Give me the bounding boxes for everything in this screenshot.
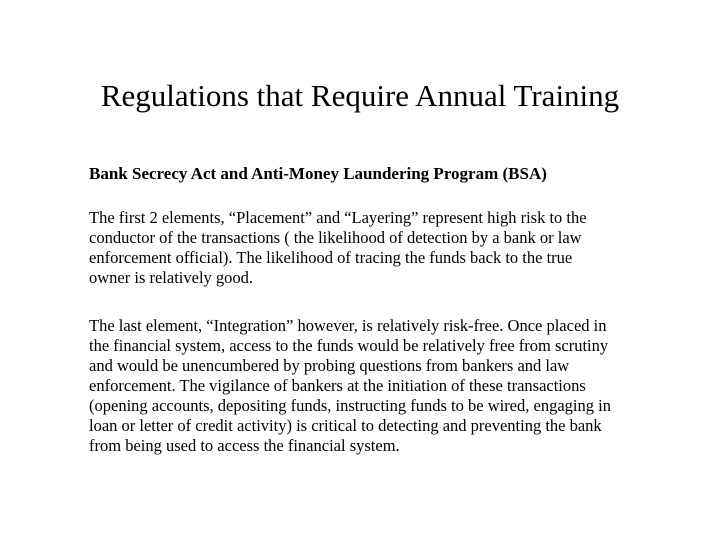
paragraph-line: and would be unencumbered by probing questions from bankers and law <box>89 356 570 375</box>
paragraph-placement-layering <box>89 208 669 288</box>
paragraph-line: conductor of the transactions ( the likelihood of detection by a bank or law <box>89 228 582 247</box>
paragraph-line: owner is relatively good. <box>89 268 254 287</box>
paragraph-line: enforcement. The vigilance of bankers at the initiation of these transactions <box>89 376 586 395</box>
paragraph-line: (opening accounts, depositing funds, instructing funds to be wired, engaging in <box>89 396 611 415</box>
slide-title: Regulations that Require Annual Training <box>100 78 620 113</box>
section-heading: Bank Secrecy Act and Anti-Money Laundering Program (BSA) <box>89 164 547 183</box>
paragraph-line: The last element, “Integration” however, is relatively risk-free. Once placed in <box>89 316 607 335</box>
paragraph-line: the financial system, access to the funds would be relatively free from scrutiny <box>89 336 609 355</box>
paragraph-line: from being used to access the financial system. <box>89 436 400 455</box>
paragraph-line: loan or letter of credit activity) is critical to detecting and preventing the bank <box>89 416 602 435</box>
paragraph-integration <box>89 316 669 456</box>
paragraph-line: The first 2 elements, “Placement” and “Layering” represent high risk to the <box>89 208 587 227</box>
paragraph-line: enforcement official). The likelihood of tracing the funds back to the true <box>89 248 573 267</box>
